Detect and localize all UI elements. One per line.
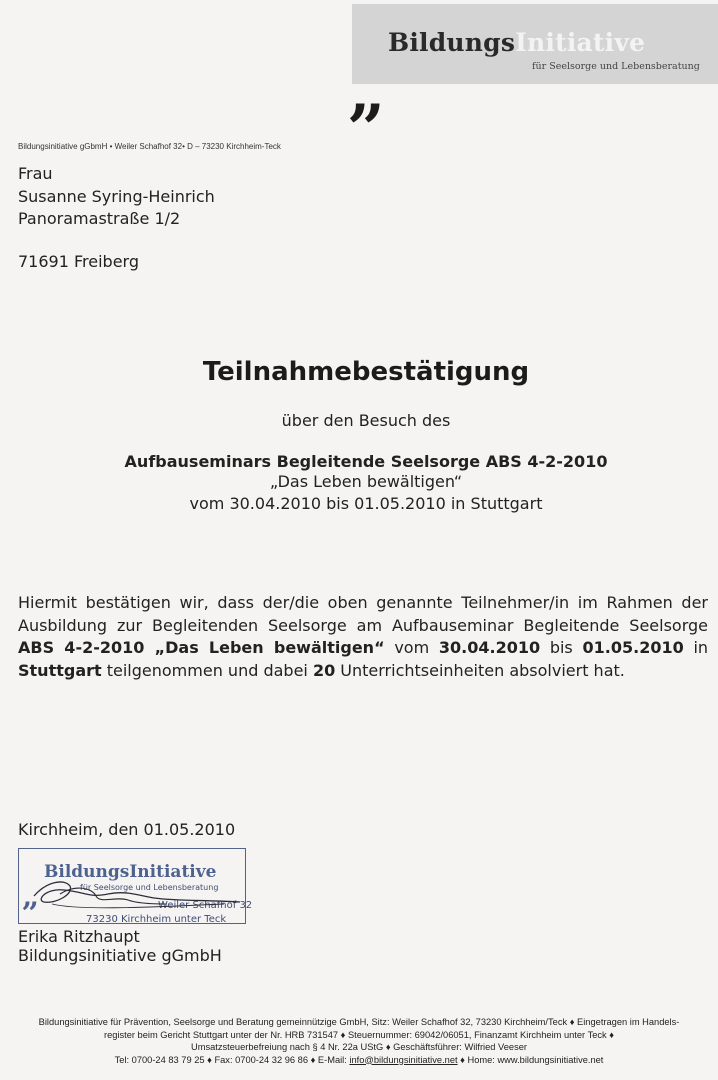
footer-email-link[interactable]: info@bildungsinitiative.net [349,1054,458,1065]
handwritten-signature-icon [16,874,248,924]
legal-footer [0,1016,718,1066]
logo-wordmark [388,28,645,57]
logo-word-light: Initiative [515,28,646,57]
footer-line-2: register beim Gericht Stuttgart unter der Nr. HRB 731547 ♦ Steuernummer: 69042/06051, Finanzamt Kirchheim unter Teck ♦ [103,1029,615,1040]
body-location: Stuttgart [18,660,102,680]
body-text-5: teilgenommen und dabei [101,660,313,680]
signer-name: Erika Ritzhaupt [18,927,140,946]
footer-line-1: Bildungsinitiative für Prävention, Seelsorge und Beratung gemeinnützige GmbH, Sitz: Weiler Schafhof 32, 73230 Kirchheim/Teck ♦ Eingetragen im Handels- [38,1017,680,1027]
seminar-name: Aufbauseminars Begleitende Seelsorge ABS 4-2-2010 [124,452,608,471]
stamp-title: BildungsInitiative [44,862,217,882]
stamp-tagline: für Seelsorge und Lebensberatung [80,883,219,892]
body-start-date: 30.04.2010 [438,638,541,657]
recipient-salutation: Frau [18,164,53,183]
body-text-1: Hiermit bestätigen wir, dass der/die oben genannte Teilnehmer/in im Rahmen der Ausbildung zur Begleitenden Seelsorge am Aufbauseminar Begleitende Seelsorge [18,593,708,635]
body-text-3: bis [540,638,583,657]
stamp-quote-icon: „ [22,879,40,914]
body-course-code: ABS 4-2-2010 „Das Leben bewältigen“ [18,638,385,657]
body-text-6: Unterrichtseinheiten absolviert hat. [335,660,625,680]
stamp-city: 73230 Kirchheim unter Teck [86,914,227,925]
logo-quote-icon: „ [348,52,386,130]
confirmation-text [18,592,708,682]
body-end-date: 01.05.2010 [582,638,684,657]
recipient-city: 71691 Freiberg [18,252,139,271]
seminar-dates: vom 30.04.2010 bis 01.05.2010 in Stuttgart [189,494,543,513]
footer-line-4 [0,1054,718,1067]
place-date: Kirchheim, den 01.05.2010 [18,820,236,839]
subtitle: über den Besuch des [281,411,451,430]
stamp-street: Weiler Schafhof 32 [158,900,253,911]
body-units: 20 [312,660,336,680]
footer-line-3: Umsatzsteuerbefreiung nach § 4 Nr. 22a UStG ♦ Geschäftsführer: Wilfried Veeser [191,1042,527,1052]
document-title: Teilnahmebestätigung [202,357,530,387]
sender-line: Bildungsinitiative gGbmH • Weiler Schafhof 32• D – 73230 Kirchheim-Teck [18,142,281,151]
seminar-motto: „Das Leben bewältigen“ [269,472,463,491]
body-text-2: vom [384,638,439,657]
footer-homepage: ♦ Home: www.bildungsinitiative.net [457,1054,604,1065]
logo [352,4,718,84]
body-text-4: in [683,638,709,657]
footer-phone-fax: Tel: 0700-24 83 79 25 ♦ Fax: 0700-24 32 96 86 ♦ E-Mail: [114,1054,350,1065]
signer-organization: Bildungsinitiative gGmbH [18,946,222,965]
recipient-name: Susanne Syring-Heinrich [18,187,215,206]
recipient-street: Panoramastraße 1/2 [18,209,181,228]
organization-stamp [16,848,253,928]
logo-tagline: für Seelsorge und Lebensberatung [532,61,700,72]
logo-word-dark: Bildungs [388,28,516,57]
